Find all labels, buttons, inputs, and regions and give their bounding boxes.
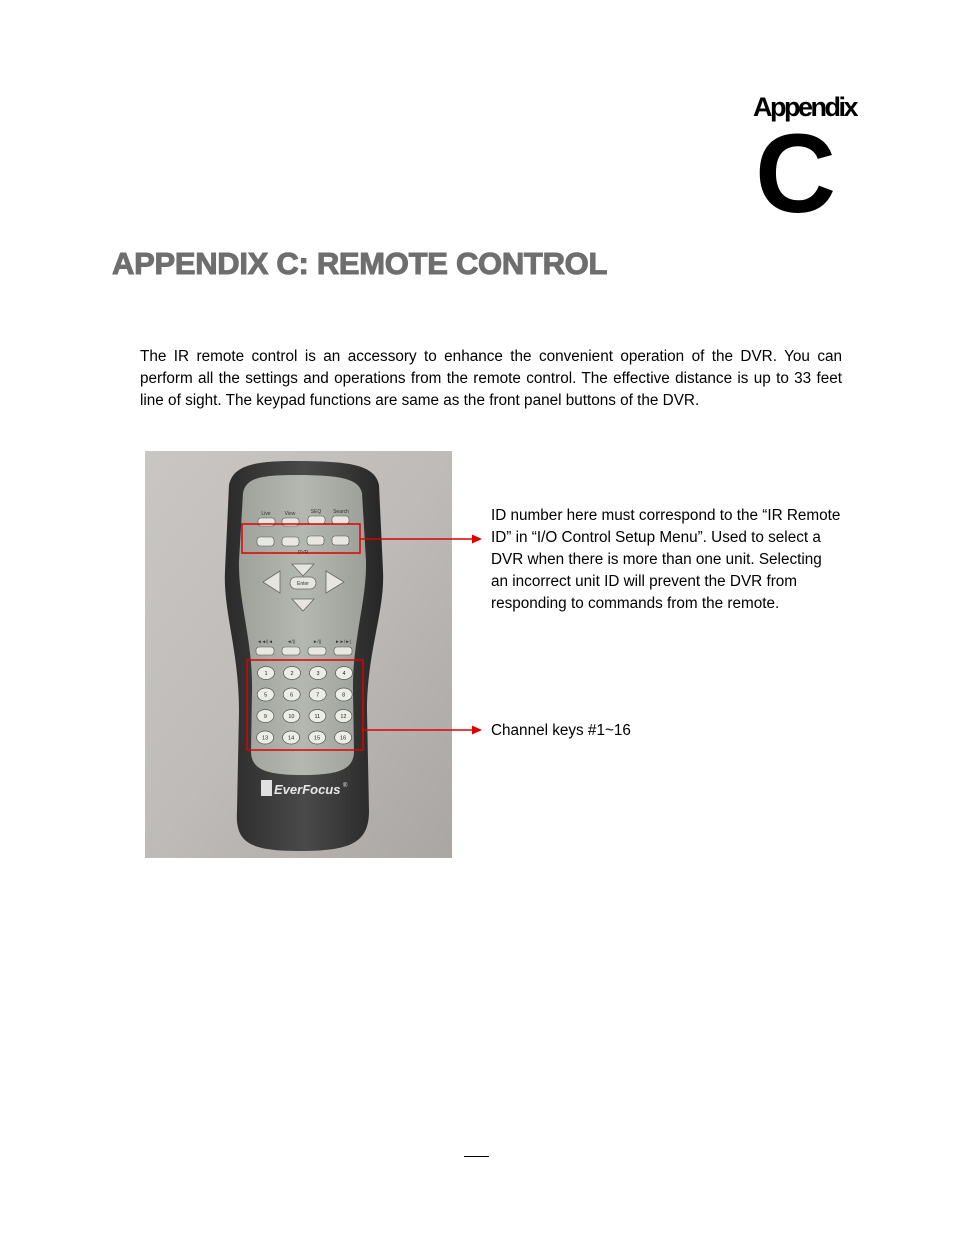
channel-key-label: 9 [263, 714, 267, 720]
page-title: APPENDIX C: REMOTE CONTROL [112, 246, 608, 281]
channel-keys-callout: Channel keys #1~16 [491, 722, 631, 739]
top-button-label-view: View [284, 511, 296, 517]
playback-label-4: ►►/►| [335, 639, 351, 644]
top-button-label-seq: SEQ [310, 509, 322, 515]
channel-key-label: 4 [342, 671, 346, 677]
channel-key-label: 11 [314, 714, 321, 720]
chapter-word: Appendix [752, 92, 856, 122]
intro-paragraph: The IR remote control is an accessory to enhance the convenient operation of the DVR. You can perform all the settings and operations from the remote control. The effective distance is up to 33 feet line of sight. The keypad functions are same as the front panel buttons of the DVR. [140, 348, 842, 409]
top-button-label-live: Live [261, 511, 271, 517]
channel-key-label: 6 [290, 692, 294, 699]
channel-key-label: 8 [342, 692, 346, 699]
channel-key-label: 5 [264, 692, 268, 699]
channel-key-label: 7 [316, 692, 320, 699]
brand-registered-mark: ® [343, 783, 348, 789]
id-callout-arrow-head [472, 535, 482, 544]
playback-label-1: ◄◄/|◄ [257, 639, 273, 644]
channel-key-label: 15 [314, 735, 321, 742]
playback-label-2: ◄/|| [286, 639, 296, 644]
playback-label-3: ►/|| [312, 639, 322, 644]
top-button-label-search: Search [333, 509, 349, 515]
channel-key-label: 12 [340, 714, 347, 720]
channel-key-label: 10 [288, 714, 295, 720]
enter-button-label: Enter [297, 581, 309, 587]
channel-key-label: 16 [340, 735, 347, 742]
chapter-letter: C [755, 111, 836, 236]
channel-key-label: 2 [290, 671, 294, 677]
channel-callout-arrow-head [472, 726, 482, 735]
channel-key-label: 13 [262, 735, 269, 742]
channel-key-label: 1 [264, 671, 268, 677]
channel-key-label: 14 [288, 735, 295, 742]
id-row-label: DVR [297, 550, 309, 556]
brand-name: EverFocus [274, 782, 341, 797]
channel-key-label: 3 [316, 671, 320, 677]
id-number-callout: ID number here must correspond to the “IR Remote ID” in “I/O Control Setup Menu”. Used to select a DVR when there is more than one unit. Selecting an incorrect unit ID will prevent the DVR from responding to commands from the remote. [491, 507, 841, 612]
page-number-rule [464, 1156, 489, 1157]
